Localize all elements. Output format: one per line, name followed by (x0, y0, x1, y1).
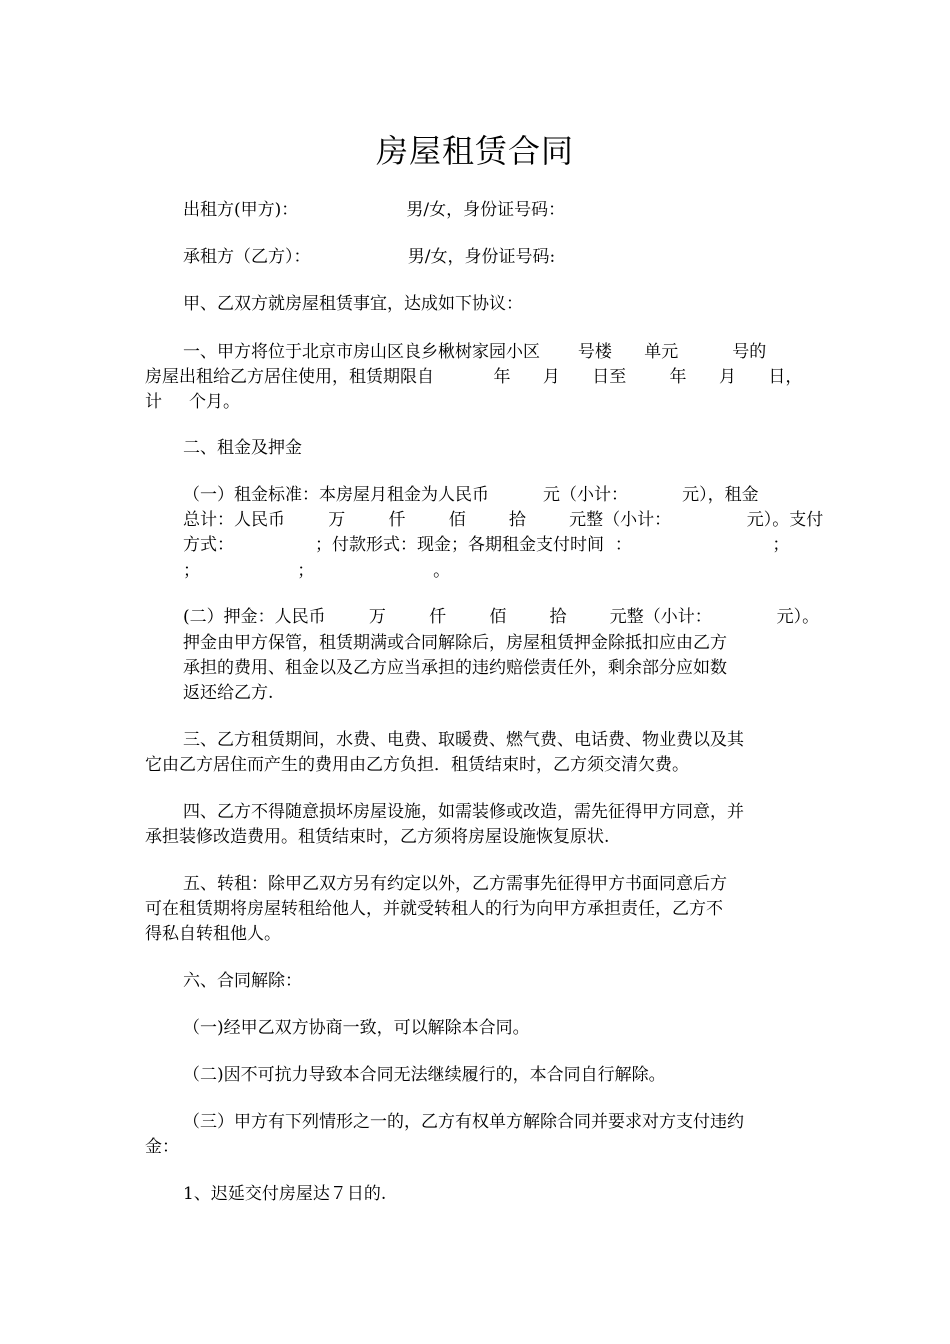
clause-5-line-2: 可在租赁期将房屋转租给他人，并就受转租人的行为向甲方承担责任，乙方不 (145, 899, 723, 919)
termination-item-1: （一)经甲乙双方协商一致，可以解除本合同。 (183, 1018, 530, 1038)
termination-item-2: （二)因不可抗力导致本合同无法继续履行的，本合同自行解除。 (183, 1065, 666, 1085)
rent-line-3: 方式： ；付款形式：现金；各期租金支付时间 ： ； (183, 535, 790, 555)
clause-1-line-1: 一、甲方将位于北京市房山区良乡楸树家园小区 号楼 单元 号的 (183, 342, 767, 362)
rent-line-1: （一）租金标准：本房屋月租金为人民币 元（小计： 元），租金 (183, 485, 759, 505)
clause-6-heading: 六、合同解除： (183, 971, 302, 991)
deposit-line-3: 承担的费用、租金以及乙方应当承担的违约赔偿责任外，剩余部分应如数 (183, 658, 727, 678)
agreement-intro: 甲、乙双方就房屋租赁事宜，达成如下协议： (183, 294, 523, 314)
clause-1-line-3: 计 个月。 (145, 392, 241, 412)
clause-4-line-1: 四、乙方不得随意损坏房屋设施，如需装修或改造，需先征得甲方同意，并 (183, 802, 744, 822)
rent-line-2: 总计：人民币 万 仟 佰 拾 元整（小计： 元）。支付 (183, 510, 824, 530)
clause-3-line-1: 三、乙方租赁期间，水费、电费、取暖费、燃气费、电话费、物业费以及其 (183, 730, 744, 750)
deposit-line-1: (二）押金：人民币 万 仟 佰 拾 元整（小计： 元）。 (183, 607, 820, 627)
clause-2-heading: 二、租金及押金 (183, 438, 302, 458)
party-a-line: 出租方(甲方)： 男/女，身份证号码： (183, 200, 566, 220)
clause-3-line-2: 它由乙方居住而产生的费用由乙方负担．租赁结束时，乙方须交清欠费。 (145, 755, 689, 775)
clause-1-line-2: 房屋出租给乙方居住使用，租赁期限自 年 月 日至 年 月 日， (145, 367, 803, 387)
rent-line-4: ； ； 。 (183, 561, 451, 581)
party-b-line: 承租方（乙方）： 男/女，身份证号码: (183, 247, 556, 267)
deposit-line-2: 押金由甲方保管，租赁期满或合同解除后，房屋租赁押金除抵扣应由乙方 (183, 633, 727, 653)
document-title: 房屋租赁合同 (375, 132, 574, 170)
clause-5-line-3: 得私自转租他人。 (145, 924, 281, 944)
clause-5-line-1: 五、转租：除甲乙双方另有约定以外，乙方需事先征得甲方书面同意后方 (183, 874, 727, 894)
termination-item-3-line-1: （三）甲方有下列情形之一的，乙方有权单方解除合同并要求对方支付违约 (183, 1112, 744, 1132)
termination-subitem-1: 1、迟延交付房屋达７日的. (183, 1184, 387, 1204)
termination-item-3-line-2: 金： (145, 1137, 179, 1157)
clause-4-line-2: 承担装修改造费用。租赁结束时，乙方须将房屋设施恢复原状. (145, 827, 610, 847)
deposit-line-4: 返还给乙方. (183, 683, 274, 703)
